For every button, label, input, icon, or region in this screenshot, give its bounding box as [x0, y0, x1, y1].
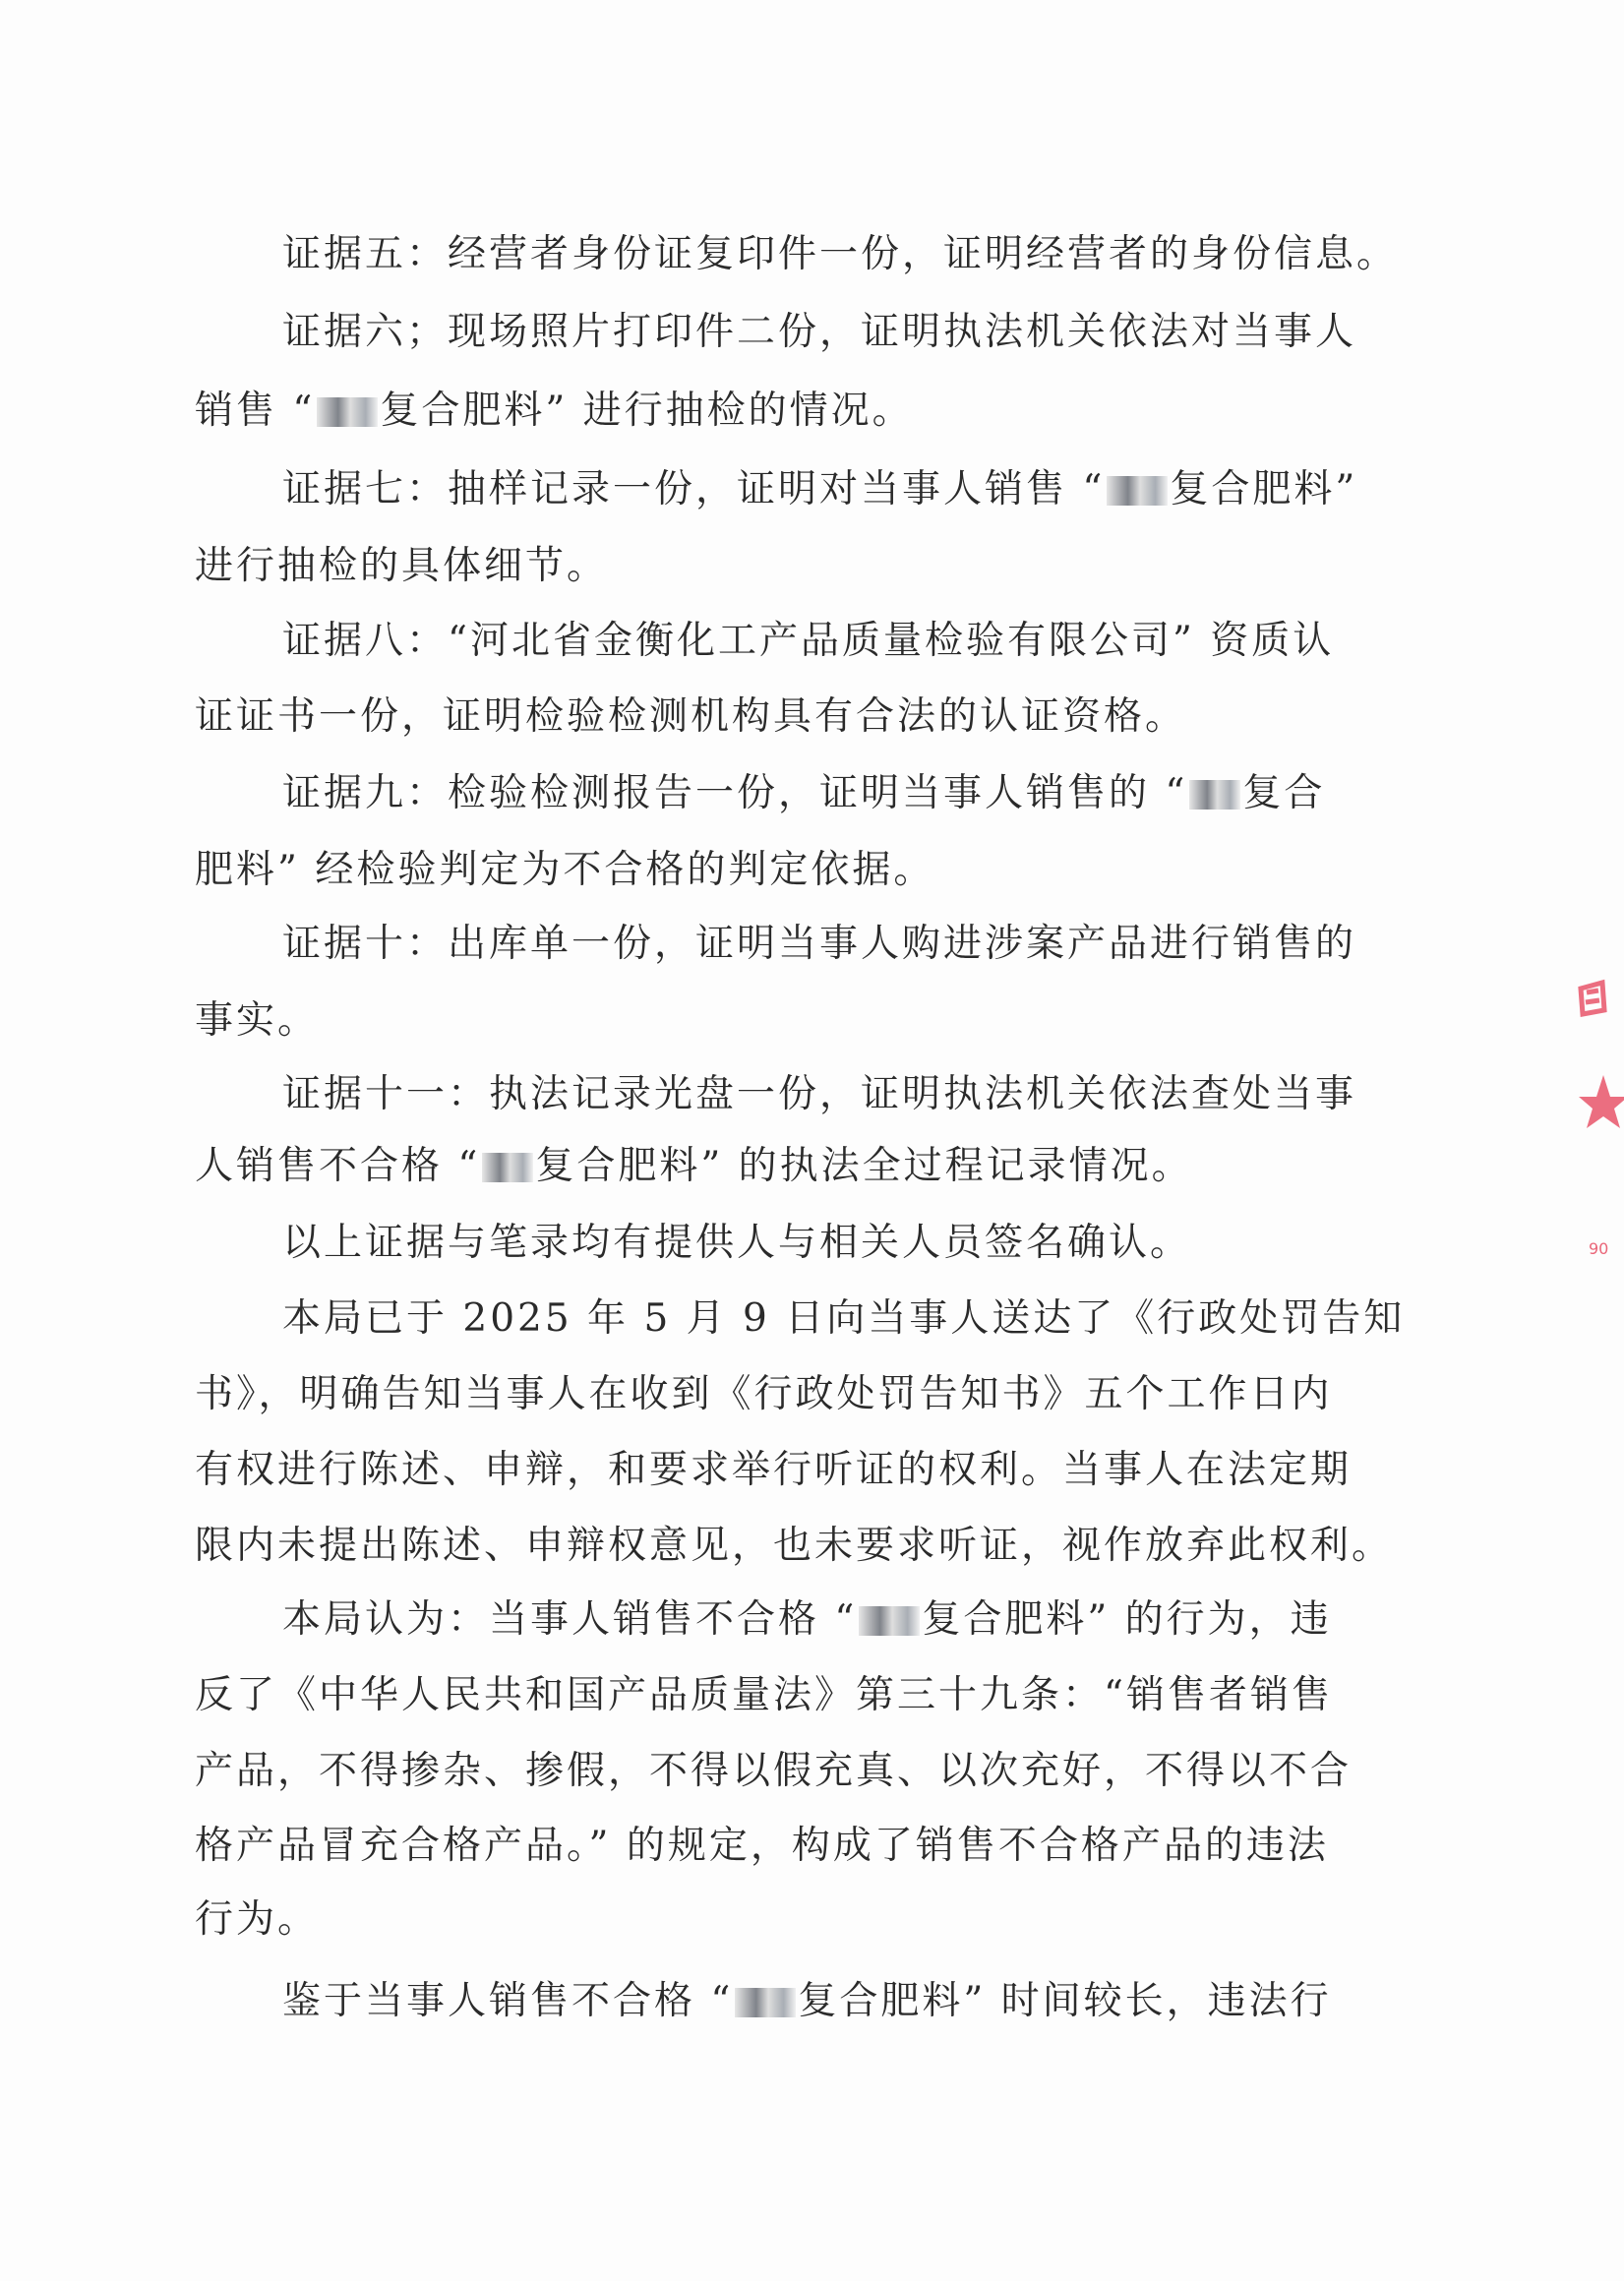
text-line: 证据六；现场照片打印件二份，证明执法机关依法对当事人: [282, 310, 1357, 354]
text-line: 肥料” 经检验判定为不合格的判定依据。: [195, 848, 935, 892]
redacted-brand-name: [482, 1153, 533, 1182]
official-seal-stamp: [1559, 959, 1624, 1284]
text-line: 证据七：抽样记录一份，证明对当事人销售 “ 复合肥料”: [282, 467, 1358, 511]
text-line: 证据十：出库单一份，证明当事人购进涉案产品进行销售的: [282, 922, 1357, 966]
text-line: 有权进行陈述、申辩，和要求举行听证的权利。当事人在法定期: [195, 1448, 1353, 1492]
text-line: 行为。: [195, 1897, 320, 1942]
text-line: 本局认为：当事人销售不合格 “ 复合肥料” 的行为，违: [282, 1597, 1332, 1642]
text-line: 证据五：经营者身份证复印件一份，证明经营者的身份信息。: [282, 232, 1399, 276]
text-line: 产品，不得掺杂、掺假，不得以假充真、以次充好，不得以不合: [195, 1749, 1353, 1793]
text-line: 证据九：检验检测报告一份，证明当事人销售的 “ 复合: [282, 771, 1326, 815]
redacted-brand-name: [317, 397, 378, 427]
text-line: 限内未提出陈述、申辩权意见，也未要求听证，视作放弃此权利。: [195, 1524, 1394, 1568]
text-line: 以上证据与笔录均有提供人与相关人员签名确认。: [282, 1221, 1192, 1265]
text-line: 鉴于当事人销售不合格 “ 复合肥料” 时间较长，违法行: [282, 1979, 1332, 2023]
text-line: 进行抽检的具体细节。: [195, 544, 609, 588]
redacted-brand-name: [1189, 780, 1240, 810]
text-line: 证据十一：执法记录光盘一份，证明执法机关依法查处当事: [282, 1072, 1357, 1116]
redacted-brand-name: [735, 1988, 796, 2017]
text-line: 书》，明确告知当事人在收到《行政处罚告知书》五个工作日内: [195, 1372, 1333, 1416]
text-line: 销售 “ 复合肥料” 进行抽检的情况。: [195, 389, 914, 433]
text-line: 人销售不合格 “ 复合肥料” 的执法全过程记录情况。: [195, 1144, 1193, 1188]
redacted-brand-name: [859, 1606, 920, 1636]
text-line: 反了《中华人民共和国产品质量法》第三十九条：“销售者销售: [195, 1673, 1333, 1717]
text-line: 格产品冒充合格产品。” 的规定，构成了销售不合格产品的违法: [195, 1824, 1329, 1868]
text-line: 证证书一份，证明检验检测机构具有合法的认证资格。: [195, 694, 1187, 739]
redacted-brand-name: [1107, 476, 1168, 506]
text-line: 证据八：“河北省金衡化工产品质量检验有限公司” 资质认: [282, 619, 1335, 663]
svg-text:90: 90: [1589, 1239, 1609, 1258]
text-line: 事实。: [195, 998, 320, 1043]
text-line: 本局已于 2025 年 5 月 9 日向当事人送达了《行政处罚告知: [282, 1296, 1406, 1341]
